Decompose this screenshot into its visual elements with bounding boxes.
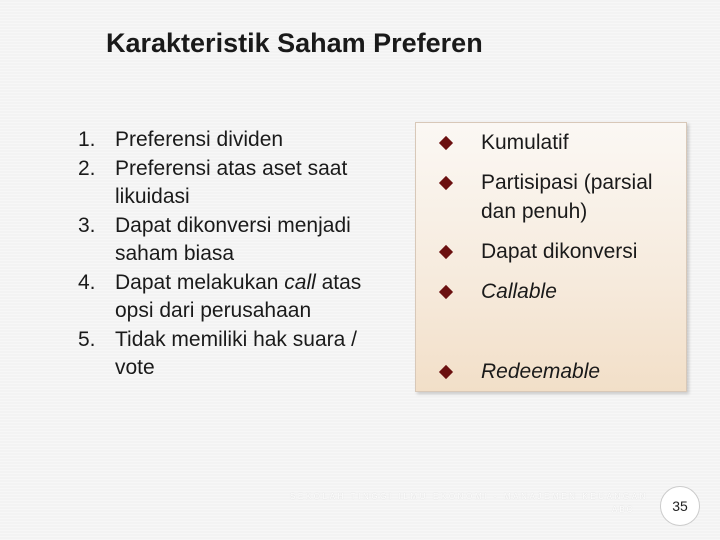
item-text: Preferensi atas aset saat likuidasi — [115, 156, 348, 208]
numbered-list — [78, 126, 398, 383]
item-number: 5. — [78, 327, 96, 351]
item-text: Tidak memiliki hak suara / vote — [115, 327, 357, 379]
bullet-text: Kumulatif — [481, 131, 569, 154]
footer-text: SEKOLAH TINGGI ILMU EKONOMI - MANAJEMEN KEUANGAN — [290, 492, 649, 501]
item-text-before: Dapat melakukan — [115, 270, 285, 294]
bullet-text: Partisipasi (parsial dan penuh) — [481, 171, 653, 223]
item-text-italic: call — [284, 270, 316, 294]
item-text-after: atas opsi dari perusahaan — [115, 270, 362, 322]
list-item — [78, 155, 398, 212]
item-text: Preferensi dividen — [115, 128, 284, 151]
bullet-text-italic: Callable — [481, 280, 557, 303]
bullet-text: Dapat dikonversi — [481, 240, 638, 263]
item-number: 1. — [78, 128, 96, 151]
slide-title: Karakteristik Saham Preferen — [106, 28, 483, 58]
list-item — [78, 269, 398, 326]
item-number: 3. — [78, 213, 96, 237]
list-item — [78, 212, 398, 269]
footer-text-2: ABC — [612, 505, 635, 514]
item-text: Dapat dikonversi menjadi saham biasa — [115, 213, 351, 265]
bullet-text — [481, 357, 691, 386]
item-number: 2. — [78, 156, 96, 180]
list-item — [78, 326, 398, 383]
page-number: 35 — [660, 486, 700, 526]
bullet-text-italic: Redeemable — [481, 360, 601, 383]
list-item — [78, 126, 398, 155]
item-number: 4. — [78, 270, 96, 294]
bullet-text — [481, 277, 691, 306]
